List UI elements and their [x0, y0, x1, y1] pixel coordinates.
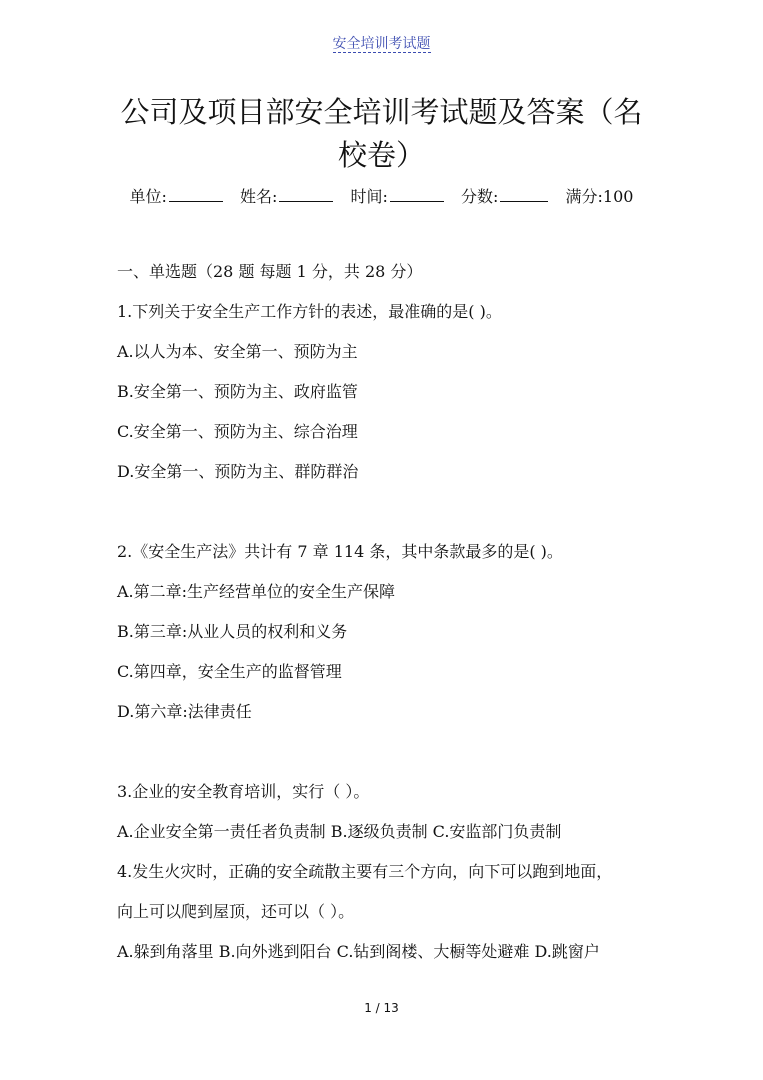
- page-number: 1 / 13: [364, 1001, 399, 1015]
- option: A.第二章:生产经营单位的安全生产保障: [117, 582, 396, 601]
- question-2: 2.《安全生产法》共计有 7 章 114 条，其中条款最多的是( )。: [117, 542, 563, 561]
- option: A.以人为本、安全第一、预防为主: [117, 342, 358, 361]
- question-4-cont: 向上可以爬到屋顶，还可以（ ）。: [117, 902, 355, 921]
- option: A.躲到角落里 B.向外逃到阳台 C.钻到阁楼、大橱等处避难 D.跳窗户: [117, 942, 600, 961]
- option: B.第三章:从业人员的权利和义务: [117, 622, 348, 641]
- doc-title-line2: 校卷）: [337, 138, 425, 172]
- score-field: 分数:: [461, 187, 548, 206]
- unit-field: 单位:: [130, 187, 223, 206]
- running-header: [0, 33, 763, 53]
- option: D.第六章:法律责任: [117, 702, 252, 721]
- question-3: 3.企业的安全教育培训，实行（ ）。: [117, 782, 370, 801]
- question-1: 1.下列关于安全生产工作方针的表述，最准确的是( )。: [117, 302, 502, 321]
- option: D.安全第一、预防为主、群防群治: [117, 462, 359, 481]
- option: C.安全第一、预防为主、综合治理: [117, 422, 358, 441]
- option: B.安全第一、预防为主、政府监管: [117, 382, 358, 401]
- name-field: 姓名:: [240, 187, 333, 206]
- time-field: 时间:: [351, 187, 444, 206]
- option: C.第四章，安全生产的监督管理: [117, 662, 342, 681]
- full-score: 满分:100: [565, 187, 634, 206]
- running-header-text: 安全培训考试题: [332, 36, 431, 52]
- option: A.企业安全第一责任者负责制 B.逐级负责制 C.安监部门负责制: [117, 822, 562, 841]
- doc-title-line1: 公司及项目部安全培训考试题及答案（名: [120, 95, 643, 129]
- section-heading: 一、单选题（28 题 每题 1 分，共 28 分）: [117, 262, 423, 281]
- info-line: [0, 184, 763, 207]
- question-4: 4.发生火灾时，正确的安全疏散主要有三个方向，向下可以跑到地面，: [117, 862, 613, 881]
